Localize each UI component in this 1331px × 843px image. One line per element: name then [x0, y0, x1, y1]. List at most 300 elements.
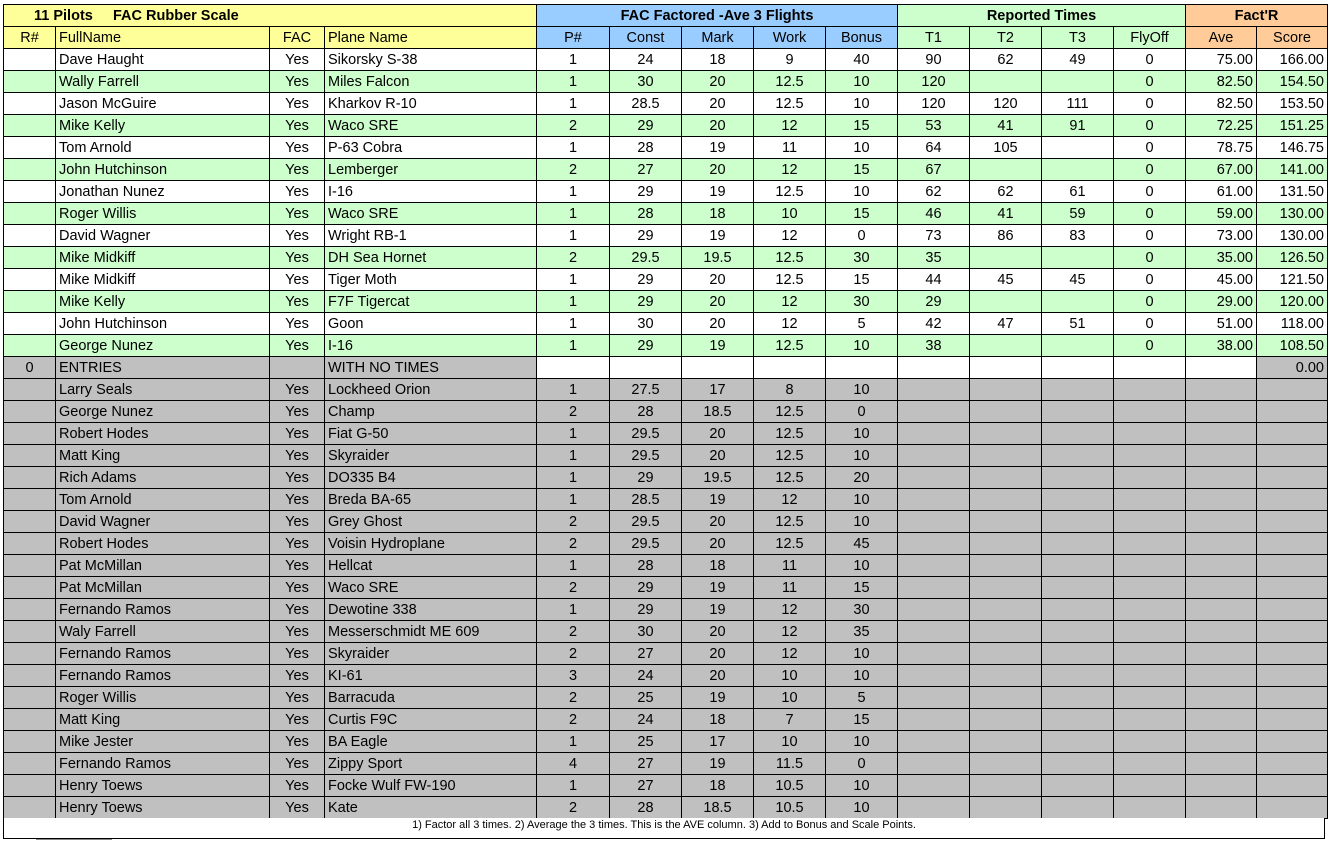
cell-ave[interactable] [1186, 423, 1257, 445]
col-header-ave[interactable]: Ave [1186, 27, 1257, 49]
cell-pnum[interactable]: 1 [537, 93, 610, 115]
cell-flyoff[interactable] [1114, 357, 1186, 379]
cell-fac[interactable]: Yes [270, 181, 325, 203]
cell-mark[interactable]: 20 [682, 93, 754, 115]
cell-t2[interactable] [970, 467, 1042, 489]
cell-t2[interactable] [970, 555, 1042, 577]
cell-pnum[interactable]: 1 [537, 137, 610, 159]
cell-fullname[interactable]: Jason McGuire [56, 93, 270, 115]
cell-ave[interactable]: 45.00 [1186, 269, 1257, 291]
cell-fullname[interactable]: Jonathan Nunez [56, 181, 270, 203]
cell-rnum[interactable] [4, 49, 56, 71]
cell-plane[interactable]: P-63 Cobra [325, 137, 537, 159]
cell-t1[interactable]: 44 [898, 269, 970, 291]
cell-t3[interactable]: 91 [1042, 115, 1114, 137]
cell-fullname[interactable]: Larry Seals [56, 379, 270, 401]
cell-fac[interactable]: Yes [270, 533, 325, 555]
cell-const[interactable] [610, 357, 682, 379]
cell-mark[interactable]: 20 [682, 445, 754, 467]
cell-fac[interactable]: Yes [270, 313, 325, 335]
cell-ave[interactable]: 72.25 [1186, 115, 1257, 137]
cell-ave[interactable] [1186, 753, 1257, 775]
cell-ave[interactable] [1186, 731, 1257, 753]
cell-const[interactable]: 28 [610, 401, 682, 423]
title-cell[interactable] [4, 5, 537, 27]
cell-flyoff[interactable]: 0 [1114, 159, 1186, 181]
cell-fullname[interactable]: Robert Hodes [56, 533, 270, 555]
cell-score[interactable] [1257, 665, 1328, 687]
cell-t2[interactable] [970, 621, 1042, 643]
cell-pnum[interactable]: 1 [537, 71, 610, 93]
cell-pnum[interactable]: 1 [537, 599, 610, 621]
cell-score[interactable] [1257, 621, 1328, 643]
cell-work[interactable]: 11.5 [754, 753, 826, 775]
cell-pnum[interactable]: 2 [537, 709, 610, 731]
cell-rnum[interactable] [4, 489, 56, 511]
cell-t2[interactable]: 41 [970, 115, 1042, 137]
cell-const[interactable]: 28 [610, 203, 682, 225]
cell-ave[interactable]: 61.00 [1186, 181, 1257, 203]
cell-fac[interactable]: Yes [270, 401, 325, 423]
cell-t1[interactable] [898, 577, 970, 599]
cell-t2[interactable]: 62 [970, 181, 1042, 203]
col-header-fullname[interactable]: FullName [56, 27, 270, 49]
cell-rnum[interactable] [4, 797, 56, 819]
cell-fac[interactable]: Yes [270, 577, 325, 599]
cell-rnum[interactable] [4, 203, 56, 225]
cell-rnum[interactable] [4, 599, 56, 621]
cell-t3[interactable] [1042, 159, 1114, 181]
cell-plane[interactable]: Wright RB-1 [325, 225, 537, 247]
cell-ave[interactable] [1186, 533, 1257, 555]
cell-mark[interactable]: 19 [682, 489, 754, 511]
cell-flyoff[interactable] [1114, 731, 1186, 753]
cell-t3[interactable] [1042, 533, 1114, 555]
cell-t3[interactable] [1042, 555, 1114, 577]
cell-flyoff[interactable]: 0 [1114, 93, 1186, 115]
cell-const[interactable]: 29 [610, 269, 682, 291]
cell-const[interactable]: 29 [610, 599, 682, 621]
cell-flyoff[interactable] [1114, 467, 1186, 489]
col-header-const[interactable]: Const [610, 27, 682, 49]
cell-bonus[interactable]: 30 [826, 291, 898, 313]
cell-work[interactable]: 12 [754, 621, 826, 643]
cell-t3[interactable] [1042, 511, 1114, 533]
cell-mark[interactable]: 17 [682, 379, 754, 401]
cell-plane[interactable]: Goon [325, 313, 537, 335]
cell-fac[interactable]: Yes [270, 489, 325, 511]
cell-plane[interactable]: Waco SRE [325, 203, 537, 225]
cell-pnum[interactable]: 1 [537, 269, 610, 291]
cell-ave[interactable] [1186, 687, 1257, 709]
cell-t2[interactable] [970, 379, 1042, 401]
cell-t3[interactable] [1042, 731, 1114, 753]
cell-bonus[interactable]: 15 [826, 115, 898, 137]
cell-rnum[interactable] [4, 269, 56, 291]
cell-pnum[interactable]: 2 [537, 401, 610, 423]
cell-fullname[interactable]: Fernando Ramos [56, 753, 270, 775]
cell-work[interactable]: 12.5 [754, 181, 826, 203]
cell-work[interactable]: 10 [754, 687, 826, 709]
cell-t1[interactable]: 64 [898, 137, 970, 159]
col-header-mark[interactable]: Mark [682, 27, 754, 49]
cell-work[interactable]: 12 [754, 159, 826, 181]
cell-plane[interactable]: Waco SRE [325, 577, 537, 599]
cell-work[interactable]: 12 [754, 643, 826, 665]
cell-t1[interactable] [898, 357, 970, 379]
cell-work[interactable]: 12.5 [754, 335, 826, 357]
cell-ave[interactable] [1186, 643, 1257, 665]
cell-work[interactable]: 10.5 [754, 775, 826, 797]
cell-flyoff[interactable] [1114, 533, 1186, 555]
cell-const[interactable]: 29 [610, 291, 682, 313]
cell-flyoff[interactable] [1114, 445, 1186, 467]
cell-work[interactable] [754, 357, 826, 379]
cell-const[interactable]: 30 [610, 71, 682, 93]
cell-fac[interactable]: Yes [270, 247, 325, 269]
cell-t3[interactable]: 45 [1042, 269, 1114, 291]
cell-mark[interactable]: 19 [682, 599, 754, 621]
cell-t2[interactable] [970, 357, 1042, 379]
cell-rnum[interactable] [4, 401, 56, 423]
cell-fullname[interactable]: Mike Midkiff [56, 269, 270, 291]
cell-ave[interactable]: 35.00 [1186, 247, 1257, 269]
cell-t3[interactable] [1042, 665, 1114, 687]
cell-t1[interactable] [898, 467, 970, 489]
cell-pnum[interactable]: 2 [537, 247, 610, 269]
cell-t3[interactable]: 49 [1042, 49, 1114, 71]
cell-bonus[interactable]: 10 [826, 335, 898, 357]
cell-work[interactable]: 12.5 [754, 467, 826, 489]
cell-rnum[interactable] [4, 665, 56, 687]
cell-pnum[interactable]: 1 [537, 379, 610, 401]
cell-bonus[interactable]: 30 [826, 599, 898, 621]
cell-t2[interactable] [970, 159, 1042, 181]
cell-const[interactable]: 27.5 [610, 379, 682, 401]
cell-t1[interactable] [898, 423, 970, 445]
cell-plane[interactable]: Dewotine 338 [325, 599, 537, 621]
cell-score[interactable]: 0.00 [1257, 357, 1328, 379]
cell-t1[interactable]: 73 [898, 225, 970, 247]
cell-t2[interactable] [970, 709, 1042, 731]
cell-mark[interactable] [682, 357, 754, 379]
cell-t3[interactable] [1042, 137, 1114, 159]
cell-pnum[interactable]: 1 [537, 555, 610, 577]
cell-const[interactable]: 28 [610, 797, 682, 819]
cell-flyoff[interactable] [1114, 709, 1186, 731]
cell-t2[interactable] [970, 423, 1042, 445]
cell-pnum[interactable]: 2 [537, 687, 610, 709]
cell-fullname[interactable]: Henry Toews [56, 797, 270, 819]
cell-bonus[interactable] [826, 357, 898, 379]
cell-pnum[interactable]: 2 [537, 511, 610, 533]
cell-plane[interactable]: Champ [325, 401, 537, 423]
col-header-t2[interactable]: T2 [970, 27, 1042, 49]
cell-t3[interactable]: 111 [1042, 93, 1114, 115]
cell-t1[interactable] [898, 401, 970, 423]
cell-flyoff[interactable] [1114, 489, 1186, 511]
cell-fullname[interactable]: Mike Midkiff [56, 247, 270, 269]
cell-mark[interactable]: 20 [682, 159, 754, 181]
cell-bonus[interactable]: 15 [826, 269, 898, 291]
cell-bonus[interactable]: 10 [826, 71, 898, 93]
cell-t2[interactable] [970, 731, 1042, 753]
cell-t1[interactable]: 120 [898, 71, 970, 93]
cell-fullname[interactable]: Tom Arnold [56, 489, 270, 511]
cell-bonus[interactable]: 10 [826, 731, 898, 753]
cell-mark[interactable]: 18 [682, 49, 754, 71]
cell-plane[interactable]: Skyraider [325, 445, 537, 467]
cell-pnum[interactable]: 1 [537, 203, 610, 225]
cell-mark[interactable]: 20 [682, 621, 754, 643]
cell-fullname[interactable]: John Hutchinson [56, 313, 270, 335]
cell-rnum[interactable] [4, 335, 56, 357]
cell-fac[interactable]: Yes [270, 709, 325, 731]
cell-plane[interactable]: Sikorsky S-38 [325, 49, 537, 71]
cell-fac[interactable]: Yes [270, 753, 325, 775]
cell-score[interactable] [1257, 577, 1328, 599]
cell-plane[interactable]: I-16 [325, 335, 537, 357]
cell-flyoff[interactable]: 0 [1114, 247, 1186, 269]
cell-score[interactable]: 153.50 [1257, 93, 1328, 115]
cell-t1[interactable]: 62 [898, 181, 970, 203]
cell-rnum[interactable] [4, 291, 56, 313]
cell-ave[interactable] [1186, 511, 1257, 533]
cell-bonus[interactable]: 15 [826, 709, 898, 731]
cell-t1[interactable] [898, 797, 970, 819]
cell-work[interactable]: 12.5 [754, 71, 826, 93]
cell-rnum[interactable] [4, 379, 56, 401]
cell-fullname[interactable]: David Wagner [56, 511, 270, 533]
cell-t2[interactable] [970, 511, 1042, 533]
cell-mark[interactable]: 18 [682, 709, 754, 731]
cell-plane[interactable]: Waco SRE [325, 115, 537, 137]
cell-mark[interactable]: 20 [682, 269, 754, 291]
cell-bonus[interactable]: 20 [826, 467, 898, 489]
cell-score[interactable] [1257, 445, 1328, 467]
cell-pnum[interactable]: 3 [537, 665, 610, 687]
cell-work[interactable]: 12.5 [754, 269, 826, 291]
cell-ave[interactable]: 78.75 [1186, 137, 1257, 159]
cell-ave[interactable] [1186, 665, 1257, 687]
cell-t1[interactable] [898, 775, 970, 797]
cell-fullname[interactable]: Roger Willis [56, 203, 270, 225]
cell-fullname[interactable]: Tom Arnold [56, 137, 270, 159]
cell-score[interactable]: 108.50 [1257, 335, 1328, 357]
cell-pnum[interactable]: 2 [537, 577, 610, 599]
cell-t3[interactable]: 51 [1042, 313, 1114, 335]
cell-score[interactable] [1257, 555, 1328, 577]
cell-fullname[interactable]: Roger Willis [56, 687, 270, 709]
cell-flyoff[interactable] [1114, 599, 1186, 621]
col-header-flyoff[interactable]: FlyOff [1114, 27, 1186, 49]
cell-plane[interactable]: Messerschmidt ME 609 [325, 621, 537, 643]
cell-fullname[interactable]: George Nunez [56, 335, 270, 357]
cell-t1[interactable]: 90 [898, 49, 970, 71]
cell-mark[interactable]: 19 [682, 687, 754, 709]
cell-work[interactable]: 12.5 [754, 93, 826, 115]
cell-t3[interactable] [1042, 423, 1114, 445]
cell-rnum[interactable] [4, 115, 56, 137]
cell-work[interactable]: 12.5 [754, 533, 826, 555]
cell-const[interactable]: 29 [610, 335, 682, 357]
cell-fullname[interactable]: Wally Farrell [56, 71, 270, 93]
cell-score[interactable] [1257, 599, 1328, 621]
cell-mark[interactable]: 19 [682, 137, 754, 159]
cell-ave[interactable] [1186, 445, 1257, 467]
cell-flyoff[interactable] [1114, 511, 1186, 533]
group-reported-times[interactable]: Reported Times [898, 5, 1186, 27]
cell-const[interactable]: 27 [610, 775, 682, 797]
cell-ave[interactable]: 51.00 [1186, 313, 1257, 335]
cell-plane[interactable]: Voisin Hydroplane [325, 533, 537, 555]
cell-const[interactable]: 29 [610, 467, 682, 489]
cell-fac[interactable]: Yes [270, 687, 325, 709]
cell-work[interactable]: 12 [754, 225, 826, 247]
cell-pnum[interactable]: 1 [537, 225, 610, 247]
cell-pnum[interactable]: 4 [537, 753, 610, 775]
cell-mark[interactable]: 19 [682, 335, 754, 357]
cell-flyoff[interactable] [1114, 797, 1186, 819]
cell-flyoff[interactable] [1114, 775, 1186, 797]
cell-plane[interactable]: Skyraider [325, 643, 537, 665]
cell-rnum[interactable] [4, 467, 56, 489]
cell-t2[interactable] [970, 665, 1042, 687]
cell-const[interactable]: 27 [610, 753, 682, 775]
cell-pnum[interactable]: 1 [537, 489, 610, 511]
cell-rnum[interactable] [4, 753, 56, 775]
cell-score[interactable] [1257, 687, 1328, 709]
cell-bonus[interactable]: 0 [826, 225, 898, 247]
cell-t1[interactable]: 67 [898, 159, 970, 181]
cell-t1[interactable] [898, 731, 970, 753]
cell-ave[interactable]: 82.50 [1186, 93, 1257, 115]
cell-work[interactable]: 12.5 [754, 511, 826, 533]
cell-const[interactable]: 29 [610, 577, 682, 599]
cell-plane[interactable]: Tiger Moth [325, 269, 537, 291]
cell-bonus[interactable]: 10 [826, 181, 898, 203]
cell-t3[interactable] [1042, 643, 1114, 665]
cell-t2[interactable] [970, 533, 1042, 555]
cell-pnum[interactable] [537, 357, 610, 379]
cell-work[interactable]: 12 [754, 599, 826, 621]
cell-score[interactable] [1257, 643, 1328, 665]
cell-work[interactable]: 12.5 [754, 247, 826, 269]
cell-score[interactable] [1257, 511, 1328, 533]
cell-ave[interactable] [1186, 467, 1257, 489]
cell-ave[interactable] [1186, 379, 1257, 401]
cell-const[interactable]: 29 [610, 115, 682, 137]
cell-fullname[interactable]: Mike Kelly [56, 115, 270, 137]
cell-plane[interactable]: Zippy Sport [325, 753, 537, 775]
cell-t1[interactable] [898, 753, 970, 775]
cell-t3[interactable] [1042, 401, 1114, 423]
cell-work[interactable]: 10 [754, 203, 826, 225]
cell-const[interactable]: 29 [610, 181, 682, 203]
cell-mark[interactable]: 18 [682, 555, 754, 577]
cell-mark[interactable]: 19.5 [682, 467, 754, 489]
cell-mark[interactable]: 20 [682, 511, 754, 533]
cell-pnum[interactable]: 1 [537, 445, 610, 467]
col-header-fac[interactable]: FAC [270, 27, 325, 49]
cell-flyoff[interactable]: 0 [1114, 137, 1186, 159]
cell-pnum[interactable]: 1 [537, 291, 610, 313]
cell-t1[interactable]: 53 [898, 115, 970, 137]
cell-fac[interactable]: Yes [270, 93, 325, 115]
cell-work[interactable]: 7 [754, 709, 826, 731]
cell-mark[interactable]: 20 [682, 643, 754, 665]
cell-fac[interactable]: Yes [270, 555, 325, 577]
cell-fac[interactable]: Yes [270, 665, 325, 687]
cell-fac[interactable]: Yes [270, 335, 325, 357]
cell-pnum[interactable]: 2 [537, 621, 610, 643]
cell-plane[interactable]: F7F Tigercat [325, 291, 537, 313]
cell-const[interactable]: 29 [610, 225, 682, 247]
cell-plane[interactable]: Miles Falcon [325, 71, 537, 93]
cell-work[interactable]: 11 [754, 577, 826, 599]
cell-work[interactable]: 12.5 [754, 401, 826, 423]
col-header-pnum[interactable]: P# [537, 27, 610, 49]
cell-ave[interactable] [1186, 775, 1257, 797]
cell-work[interactable]: 12 [754, 489, 826, 511]
cell-flyoff[interactable] [1114, 621, 1186, 643]
cell-work[interactable]: 12.5 [754, 423, 826, 445]
cell-score[interactable] [1257, 533, 1328, 555]
cell-plane[interactable]: WITH NO TIMES [325, 357, 537, 379]
cell-plane[interactable]: Kharkov R-10 [325, 93, 537, 115]
cell-mark[interactable]: 19 [682, 753, 754, 775]
cell-rnum[interactable] [4, 137, 56, 159]
cell-t3[interactable] [1042, 599, 1114, 621]
cell-t2[interactable] [970, 401, 1042, 423]
cell-fullname[interactable]: Dave Haught [56, 49, 270, 71]
cell-flyoff[interactable]: 0 [1114, 115, 1186, 137]
cell-plane[interactable]: Lockheed Orion [325, 379, 537, 401]
cell-flyoff[interactable] [1114, 753, 1186, 775]
cell-flyoff[interactable]: 0 [1114, 269, 1186, 291]
cell-t2[interactable] [970, 247, 1042, 269]
cell-t3[interactable] [1042, 467, 1114, 489]
cell-fullname[interactable]: George Nunez [56, 401, 270, 423]
cell-t2[interactable]: 41 [970, 203, 1042, 225]
cell-fac[interactable]: Yes [270, 797, 325, 819]
cell-work[interactable]: 11 [754, 555, 826, 577]
cell-ave[interactable] [1186, 489, 1257, 511]
cell-fullname[interactable]: Waly Farrell [56, 621, 270, 643]
cell-const[interactable]: 28.5 [610, 489, 682, 511]
cell-work[interactable]: 10 [754, 731, 826, 753]
cell-rnum[interactable] [4, 555, 56, 577]
cell-score[interactable]: 154.50 [1257, 71, 1328, 93]
cell-work[interactable]: 10.5 [754, 797, 826, 819]
cell-t2[interactable] [970, 291, 1042, 313]
cell-t2[interactable] [970, 797, 1042, 819]
cell-fac[interactable]: Yes [270, 115, 325, 137]
cell-flyoff[interactable]: 0 [1114, 335, 1186, 357]
cell-pnum[interactable]: 1 [537, 49, 610, 71]
cell-bonus[interactable]: 10 [826, 93, 898, 115]
cell-t3[interactable] [1042, 445, 1114, 467]
cell-rnum[interactable] [4, 181, 56, 203]
cell-score[interactable] [1257, 379, 1328, 401]
cell-fac[interactable]: Yes [270, 225, 325, 247]
cell-mark[interactable]: 20 [682, 291, 754, 313]
cell-fullname[interactable]: Fernando Ramos [56, 643, 270, 665]
cell-mark[interactable]: 18 [682, 203, 754, 225]
cell-t2[interactable]: 47 [970, 313, 1042, 335]
cell-t2[interactable]: 45 [970, 269, 1042, 291]
col-header-t3[interactable]: T3 [1042, 27, 1114, 49]
